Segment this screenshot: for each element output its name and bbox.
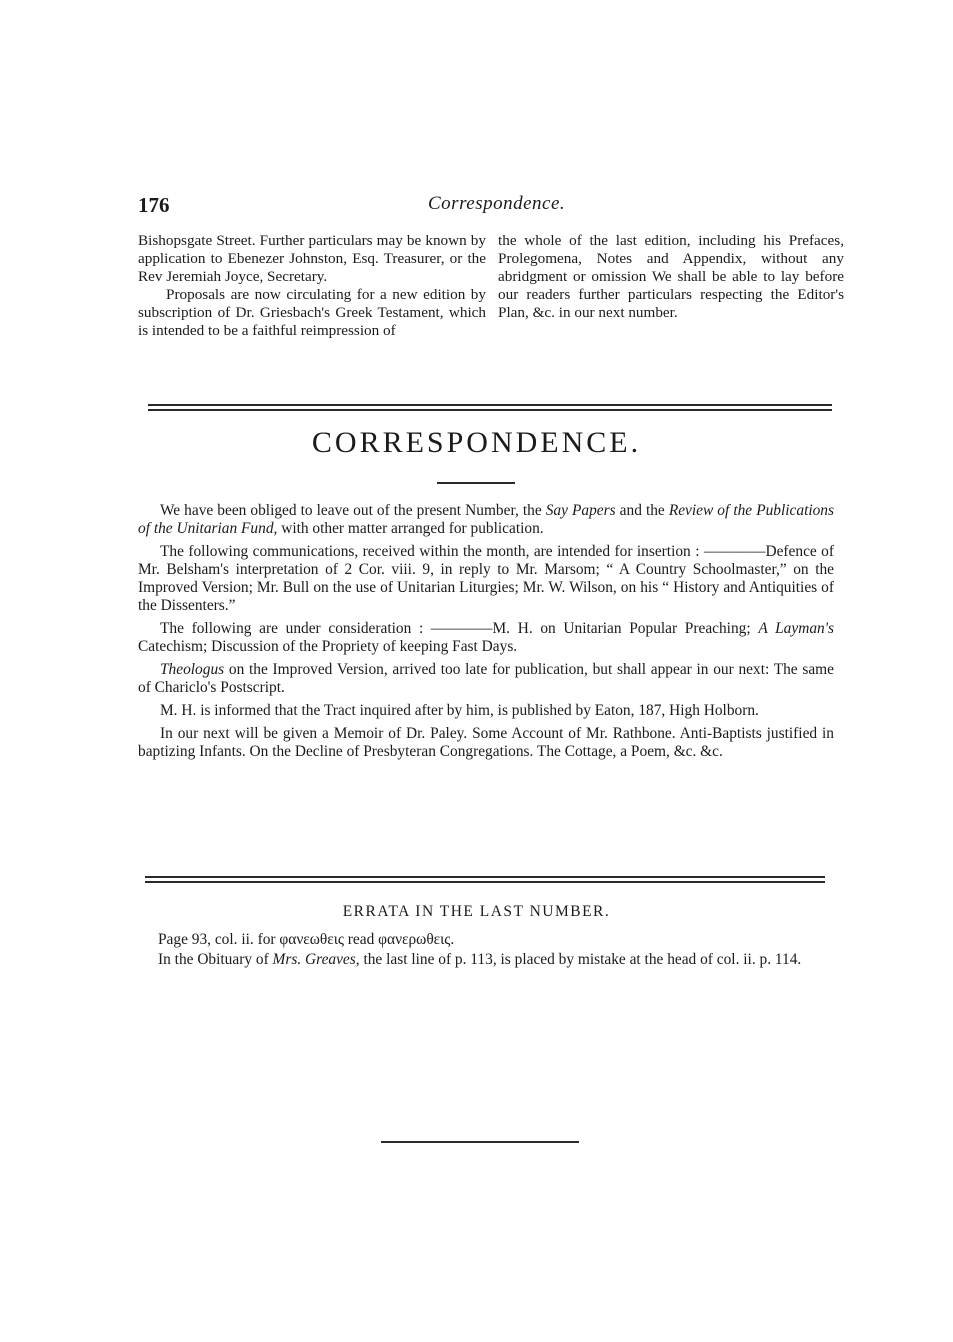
correspondence-paragraph-2: The following communications, received within the month, are intended for insertion : ————Defence of Mr. Belsham's interpretation of 2 Cor. viii. 9, in reply to Mr. Marsom; “ A Country Schoolmaster,” on the Improved Version; Mr. Bull on the use of Unitarian Liturgies; Mr. W. Wilson, on his “ History and Antiquities of the Dissenters.” [138, 543, 834, 614]
left-paragraph-2: Proposals are now circulating for a new edition by subscription of Dr. Griesbach's Greek Testament, which is intended to be a faithful reimpression of [138, 286, 486, 339]
correspondence-paragraph-3: The following are under consideration : ————M. H. on Unitarian Popular Preaching; A Layman's Catechism; Discussion of the Propriety of keeping Fast Days. [138, 620, 834, 655]
running-title: Correspondence. [428, 193, 566, 214]
right-paragraph-1: the whole of the last edition, including his Prefaces, Prolegomena, Notes and Appendix, without any abridgment or omission We shall be able to lay before our readers further particulars respecting the Editor's Plan, &c. in our next number. [498, 232, 844, 321]
errata-item-2: In the Obituary of Mrs. Greaves, the last line of p. 113, is placed by mistake at the head of col. ii. p. 114. [158, 951, 802, 968]
correspondence-paragraph-1: We have been obliged to leave out of the present Number, the Say Papers and the Review of the Publications of the Unitarian Fund, with other matter arranged for publication. [138, 502, 834, 537]
correspondence-paragraph-6: In our next will be given a Memoir of Dr. Paley. Some Account of Mr. Rathbone. Anti-Baptists justified in baptizing Infants. On the Decline of Presbyteran Congregations. The Cottage, a Poem, &c. &c. [138, 725, 834, 760]
double-rule-middle [145, 876, 825, 878]
page-number: 176 [138, 193, 170, 217]
correspondence-paragraph-4: Theologus on the Improved Version, arrived too late for publication, but shall appear in our next: The same of Chariclo's Postscript. [138, 661, 834, 696]
double-rule-top [148, 404, 832, 406]
correspondence-body [138, 502, 834, 766]
double-rule-top-second [148, 409, 832, 411]
running-head [138, 193, 838, 217]
right-column [498, 232, 844, 322]
errata-title: ERRATA IN THE LAST NUMBER. [342, 903, 611, 920]
left-column [138, 232, 486, 340]
errata-body [138, 931, 834, 971]
double-rule-middle-second [145, 881, 825, 883]
errata-item-1: Page 93, col. ii. for φανεωθεις read φανερωθεις. [158, 931, 455, 948]
correspondence-paragraph-5: M. H. is informed that the Tract inquired after by him, is published by Eaton, 187, High Holborn. [160, 702, 759, 719]
left-paragraph-1: Bishopsgate Street. Further particulars may be known by application to Ebenezer Johnston, Esq. Treasurer, or the Rev Jeremiah Joyce, Secretary. [138, 232, 486, 285]
title-underline [437, 482, 515, 484]
closing-rule [381, 1141, 579, 1143]
correspondence-title: CORRESPONDENCE. [311, 426, 642, 459]
